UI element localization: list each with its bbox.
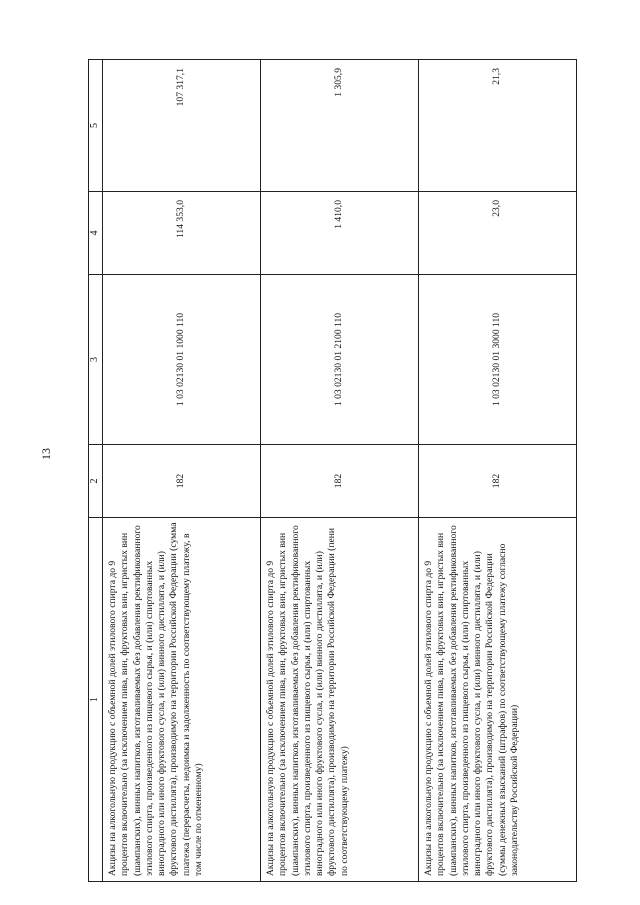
value-col5-cell: 1 305,9	[261, 60, 419, 192]
column-header-4: 4	[89, 192, 103, 275]
value-col4-cell: 114 353,0	[103, 192, 261, 275]
row-description: Акцизы на алкогольную продукцию с объемной долей этилового спирта до 9 процентов включительно (за исключением пива, вин, фруктовых вин, игристых вин (шампанских), винных напитков, изготавливаемых без добавления ректификованного этилового спирта, произведенного из пищевого сырья, и (или) спиртованных виноградного или иного фруктового сусла, и (или) винного дистиллята, и (или) фруктового дистиллята), производимую на территории Российской Федерации (сумма платежа (перерасчеты, недоимка и задолженность по соответствующему платежу, в том числе по отмененному)	[103, 518, 261, 882]
column-number-header-row	[89, 60, 103, 882]
admin-code-cell: 182	[103, 445, 261, 518]
kbk-code-cell: 1 03 02130 01 3000 110	[419, 275, 577, 445]
table-row	[261, 60, 419, 882]
value-col4-cell: 1 410,0	[261, 192, 419, 275]
column-header-2: 2	[89, 445, 103, 518]
value-col5-cell: 21,3	[419, 60, 577, 192]
column-header-3: 3	[89, 275, 103, 445]
kbk-code-cell: 1 03 02130 01 1000 110	[103, 275, 261, 445]
column-header-1: 1	[89, 518, 103, 882]
value-col4-cell: 23,0	[419, 192, 577, 275]
admin-code-cell: 182	[261, 445, 419, 518]
kbk-code-cell: 1 03 02130 01 2100 110	[261, 275, 419, 445]
row-description: Акцизы на алкогольную продукцию с объемной долей этилового спирта до 9 процентов включительно (за исключением пива, вин, фруктовых вин, игристых вин (шампанских), винных напитков, изготавливаемых без добавления ректификованного этилового спирта, произведенного из пищевого сырья, и (или) спиртованных виноградного или иного фруктового сусла, и (или) винного дистиллята, и (или) фруктового дистиллята), производимую на территории Российской Федерации (суммы денежных взысканий (штрафов) по соответствующему платежу согласно законодательству Российской Федерации)	[419, 518, 577, 882]
table-row	[103, 60, 261, 882]
row-description: Акцизы на алкогольную продукцию с объемной долей этилового спирта до 9 процентов включительно (за исключением пива, вин, фруктовых вин, игристых вин (шампанских), винных напитков, изготавливаемых без добавления ректификованного этилового спирта, произведенного из пищевого сырья, и (или) спиртованных виноградного или иного фруктового сусла, и (или) винного дистиллята, и (или) фруктового дистиллята), производимую на территории Российской Федерации (пени по соответствующему платежу)	[261, 518, 419, 882]
table-row	[419, 60, 577, 882]
excise-table	[88, 59, 577, 882]
value-col5-cell: 107 317,1	[103, 60, 261, 192]
revenue-table	[88, 60, 576, 882]
page-number: 13	[39, 448, 53, 460]
column-header-5: 5	[89, 60, 103, 192]
admin-code-cell: 182	[419, 445, 577, 518]
